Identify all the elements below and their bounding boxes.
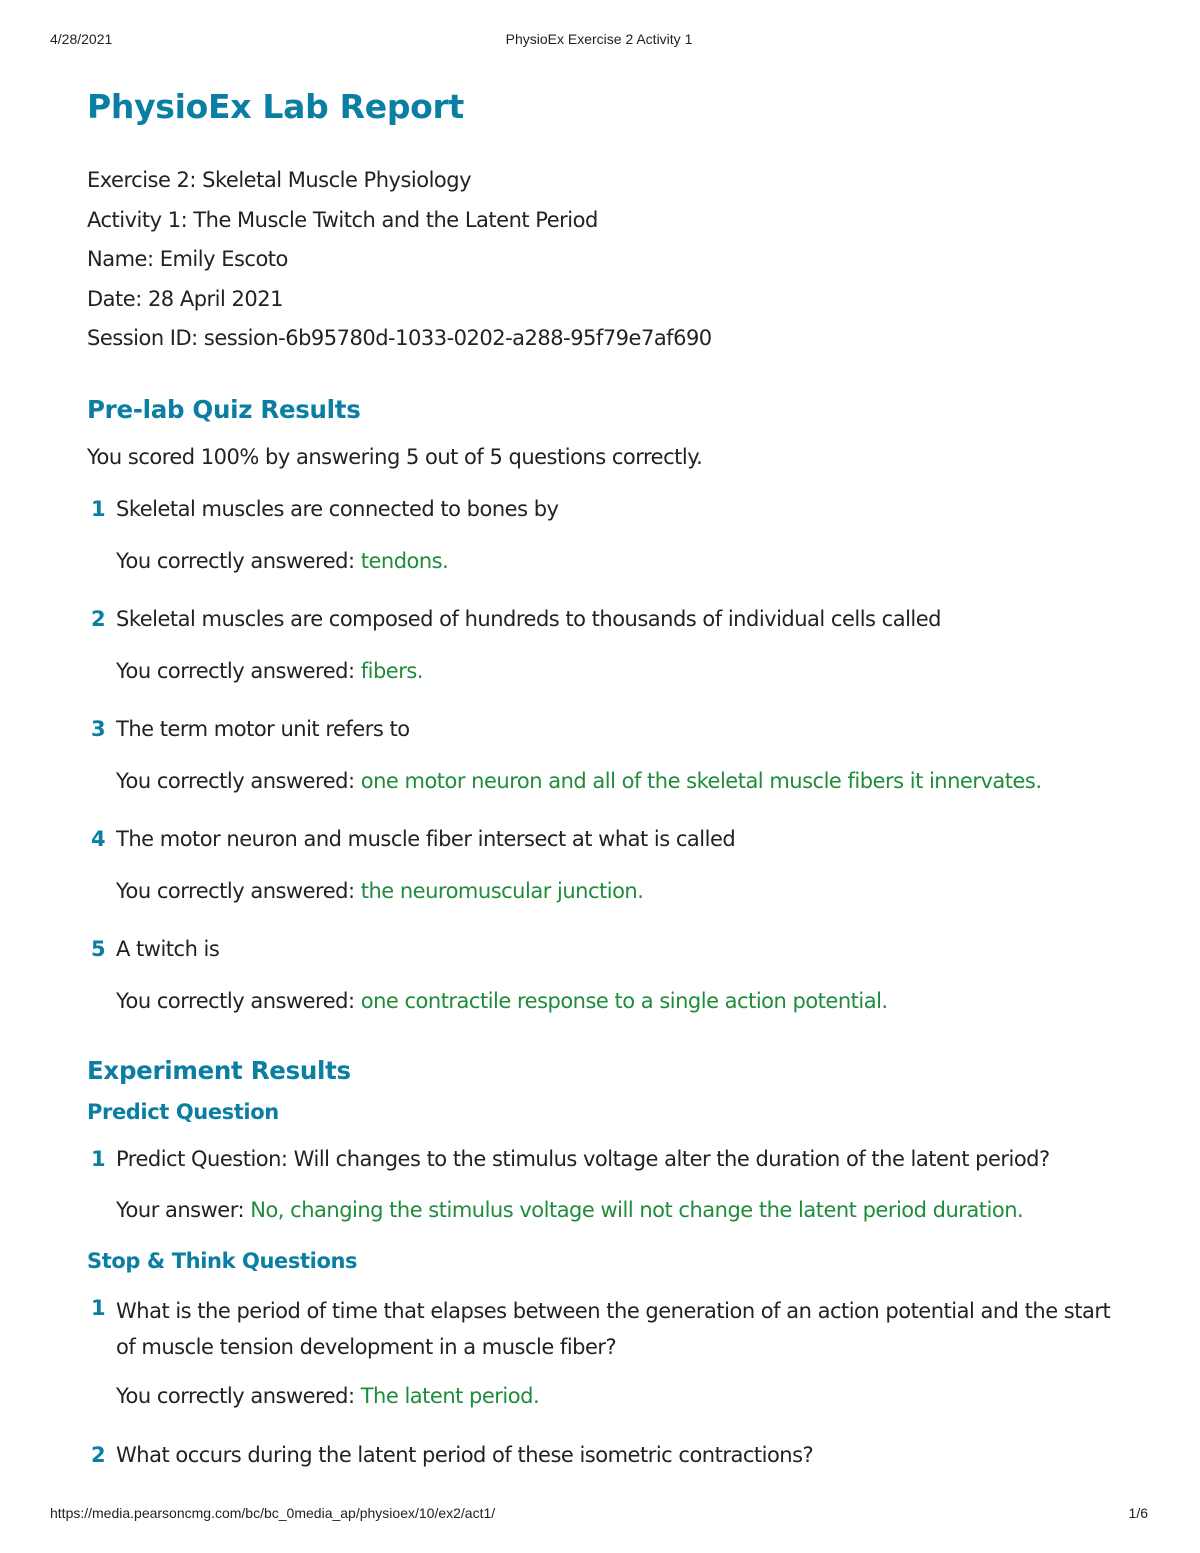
your-answer: No, changing the stimulus voltage will not change the latent period duration.	[250, 1197, 1024, 1222]
report-title: PhysioEx Lab Report	[87, 87, 464, 126]
correct-answer: The latent period.	[360, 1383, 540, 1408]
lab-report	[87, 84, 1157, 1470]
prelab-question-5	[87, 934, 1157, 1016]
print-title: PhysioEx Exercise 2 Activity 1	[505, 31, 693, 47]
predict-question-1	[87, 1144, 1157, 1225]
answer-line	[116, 1195, 1157, 1225]
print-date: 4/28/2021	[50, 31, 113, 47]
name-line: Name: Emily Escoto	[87, 247, 288, 271]
page-number: 1/6	[1128, 1505, 1148, 1521]
correct-answer: the neuromuscular junction.	[360, 878, 644, 903]
correct-answer: tendons.	[360, 548, 449, 573]
answer-prefix: Your answer:	[116, 1197, 251, 1222]
print-header	[50, 31, 1148, 51]
answer-prefix: You correctly answered:	[116, 878, 361, 903]
print-footer	[50, 1505, 1148, 1525]
prelab-heading: Pre-lab Quiz Results	[87, 394, 361, 424]
answer-prefix: You correctly answered:	[116, 1383, 361, 1408]
question-text: Skeletal muscles are composed of hundreds to thousands of individual cells called	[116, 606, 942, 631]
answer-line	[116, 546, 1157, 576]
answer-line	[116, 986, 1157, 1016]
correct-answer: one motor neuron and all of the skeletal muscle fibers it innervates.	[360, 768, 1042, 793]
answer-line	[116, 766, 1157, 796]
exercise-line: Exercise 2: Skeletal Muscle Physiology	[87, 168, 472, 192]
question-text: A twitch is	[116, 936, 220, 961]
answer-prefix: You correctly answered:	[116, 658, 361, 683]
correct-answer: fibers.	[360, 658, 423, 683]
answer-line	[116, 656, 1157, 686]
stop-think-question-1	[87, 1293, 1157, 1411]
answer-line	[116, 876, 1157, 906]
question-text: What occurs during the latent period of these isometric contractions?	[116, 1442, 814, 1467]
question-number: 1	[91, 496, 106, 521]
question-text: Skeletal muscles are connected to bones by	[116, 496, 559, 521]
question-text: Predict Question: Will changes to the stimulus voltage alter the duration of the latent period?	[116, 1146, 1050, 1171]
prelab-score: You scored 100% by answering 5 out of 5 questions correctly.	[87, 444, 703, 469]
session-line: Session ID: session-6b95780d-1033-0202-a288-95f79e7af690	[87, 326, 712, 350]
question-number: 5	[91, 936, 106, 961]
predict-heading: Predict Question	[87, 1099, 279, 1124]
question-text: The motor neuron and muscle fiber intersect at what is called	[116, 826, 736, 851]
answer-prefix: You correctly answered:	[116, 988, 361, 1013]
prelab-question-2	[87, 604, 1157, 686]
prelab-question-4	[87, 824, 1157, 906]
stop-think-heading: Stop & Think Questions	[87, 1248, 358, 1273]
stop-think-question-2	[87, 1440, 1157, 1470]
date-line: Date: 28 April 2021	[87, 286, 283, 311]
question-number: 1	[91, 1146, 106, 1171]
question-number: 3	[91, 716, 106, 741]
question-number: 2	[91, 1442, 106, 1467]
question-number: 1	[91, 1295, 106, 1320]
page-url[interactable]: https://media.pearsoncmg.com/bc/bc_0media_ap/physioex/10/ex2/act1/	[50, 1505, 496, 1521]
question-number: 2	[91, 606, 106, 631]
answer-line	[116, 1381, 1157, 1411]
prelab-question-1	[87, 494, 1157, 576]
answer-prefix: You correctly answered:	[116, 548, 361, 573]
answer-prefix: You correctly answered:	[116, 768, 361, 793]
question-text: The term motor unit refers to	[116, 716, 410, 741]
question-number: 4	[91, 826, 106, 851]
experiment-heading: Experiment Results	[87, 1055, 351, 1085]
prelab-question-3	[87, 714, 1157, 796]
correct-answer: one contractile response to a single action potential.	[360, 988, 888, 1013]
question-text: What is the period of time that elapses between the generation of an action potential and the start of muscle tension development in a muscle fiber?	[116, 1298, 1111, 1359]
activity-line: Activity 1: The Muscle Twitch and the Latent Period	[87, 207, 598, 232]
